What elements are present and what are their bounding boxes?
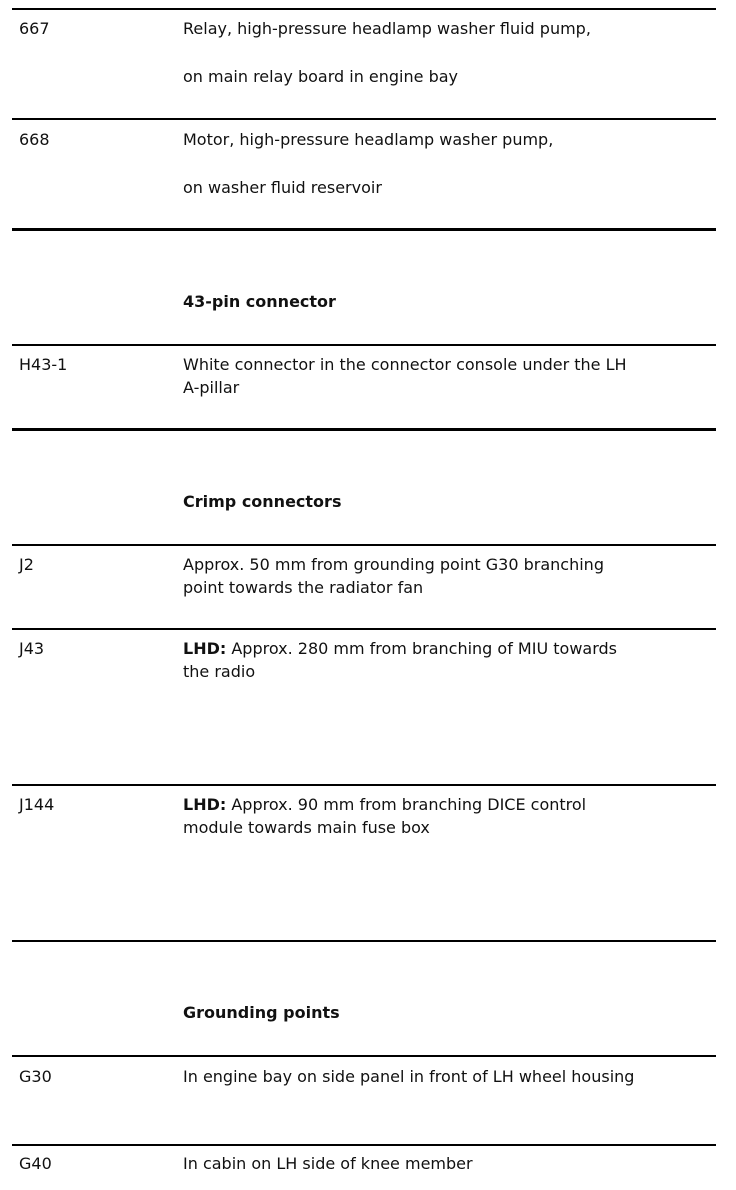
row-divider	[12, 544, 716, 546]
row-divider	[12, 1144, 716, 1146]
description-line: Motor, high-pressure headlamp washer pump,	[183, 130, 554, 149]
component-code: J2	[19, 555, 34, 574]
section-divider	[12, 228, 716, 231]
component-code: H43-1	[19, 355, 68, 374]
section-heading-43-pin: 43-pin connector	[183, 292, 336, 311]
section-heading-grounding: Grounding points	[183, 1003, 340, 1022]
description-line	[183, 637, 713, 660]
component-code: 667	[19, 19, 50, 38]
description-line: point towards the radiator fan	[183, 578, 424, 597]
description-line: on main relay board in engine bay	[183, 67, 458, 86]
lhd-prefix: LHD:	[183, 639, 227, 658]
description-line: White connector in the connector console under the LH	[183, 355, 627, 374]
row-divider	[12, 1055, 716, 1057]
description-line: Relay, high-pressure headlamp washer fluid pump,	[183, 19, 591, 38]
component-description	[183, 793, 713, 839]
component-description: In engine bay on side panel in front of LH wheel housing	[183, 1067, 635, 1086]
row-divider	[12, 8, 716, 10]
description-line: A-pillar	[183, 378, 240, 397]
description-line: the radio	[183, 662, 256, 681]
description-line	[183, 793, 713, 816]
description-line: on washer fluid reservoir	[183, 178, 382, 197]
row-divider	[12, 628, 716, 630]
description-line: Approx. 50 mm from grounding point G30 branching	[183, 555, 604, 574]
section-heading-crimp: Crimp connectors	[183, 492, 342, 511]
lhd-prefix: LHD:	[183, 795, 227, 814]
description-text: Approx. 90 mm from branching DICE control	[226, 795, 587, 814]
description-line: module towards main fuse box	[183, 818, 430, 837]
component-description: In cabin on LH side of knee member	[183, 1154, 473, 1173]
row-divider	[12, 784, 716, 786]
row-divider	[12, 344, 716, 346]
component-description	[183, 17, 713, 88]
component-code: G40	[19, 1154, 52, 1173]
component-code: J43	[19, 639, 45, 658]
component-description	[183, 553, 713, 599]
component-description	[183, 128, 713, 199]
component-description	[183, 353, 713, 399]
component-code: G30	[19, 1067, 52, 1086]
row-divider	[12, 118, 716, 120]
description-text: Approx. 280 mm from branching of MIU towards	[226, 639, 617, 658]
component-code: 668	[19, 130, 50, 149]
component-code: J144	[19, 795, 55, 814]
section-divider	[12, 940, 716, 942]
section-divider	[12, 428, 716, 431]
component-description	[183, 637, 713, 683]
